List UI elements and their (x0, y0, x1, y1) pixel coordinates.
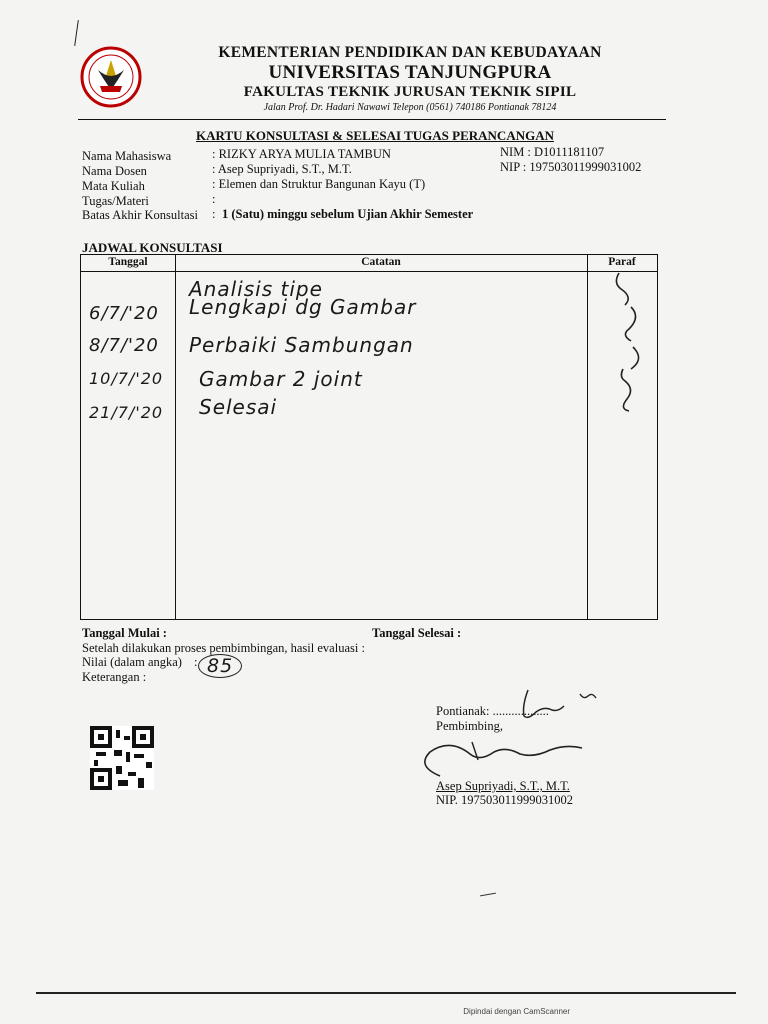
faculty-title: FAKULTAS TEKNIK JURUSAN TEKNIK SIPIL (243, 84, 577, 100)
signer-nip: NIP. 197503011999031002 (436, 793, 574, 807)
pembimbing-label: Pembimbing, (436, 719, 504, 733)
signature (410, 736, 590, 782)
date-row-5: 21/7/'20 (89, 403, 164, 422)
pontianak-date: Pontianak: .................. (436, 704, 549, 718)
batas-value: 1 (Satu) minggu sebelum Ujian Akhir Semester (222, 207, 474, 221)
header-divider (78, 119, 666, 120)
mata-kuliah-value: : Elemen dan Struktur Bangunan Kayu (T) (212, 177, 426, 191)
keterangan-label: Keterangan : (82, 670, 147, 684)
stray-mark (74, 20, 79, 46)
nama-mahasiswa-value: : RIZKY ARYA MULIA TAMBUN (212, 147, 391, 161)
university-logo (80, 46, 142, 108)
date-row-4: 10/7/'20 (89, 369, 164, 388)
col-paraf-header: Paraf (608, 256, 636, 268)
evaluasi-line: Setelah dilakukan proses pembimbingan, hasil evaluasi : (82, 641, 365, 655)
nilai-value: 85 (198, 654, 242, 678)
nip-value: NIP : 197503011999031002 (500, 160, 642, 174)
batas-label: Batas Akhir Konsultasi (82, 208, 198, 222)
col-tanggal-header: Tanggal (108, 256, 148, 268)
date-row-3: 8/7/'20 (89, 335, 159, 356)
stray-mark (480, 893, 496, 897)
nilai-label: Nilai (dalam angka) (82, 655, 182, 669)
paraf-signatures (611, 269, 651, 419)
column-divider (587, 255, 588, 619)
signer-name: Asep Supriyadi, S.T., M.T. (436, 779, 570, 793)
note-row-1: Analisis tipe (189, 277, 323, 301)
note-row-3: Perbaiki Sambungan (189, 333, 414, 357)
card-title: KARTU KONSULTASI & SELESAI TUGAS PERANCANGAN (196, 128, 554, 143)
address-line: Jalan Prof. Dr. Hadari Nawawi Telepon (0561) 740186 Pontianak 78124 (263, 102, 557, 113)
tanggal-selesai: Tanggal Selesai : (372, 626, 462, 640)
mata-kuliah-label: Mata Kuliah (82, 179, 145, 193)
qr-code (90, 726, 154, 790)
note-row-4: Gambar 2 joint (199, 367, 363, 391)
nama-dosen-value: : Asep Supriyadi, S.T., M.T. (212, 162, 352, 176)
ministry-title: KEMENTERIAN PENDIDIKAN DAN KEBUDAYAAN (218, 44, 602, 61)
university-title: UNIVERSITAS TANJUNGPURA (268, 62, 552, 83)
batas-colon: : (212, 207, 216, 221)
note-row-5: Selesai (199, 395, 278, 419)
nama-dosen-label: Nama Dosen (82, 164, 147, 178)
nim-value: NIM : D1011181107 (500, 145, 605, 159)
tugas-value: : (212, 192, 216, 206)
date-row-2: 6/7/'20 (89, 303, 159, 324)
schedule-table-header (81, 255, 657, 272)
page-edge-line (36, 992, 736, 994)
schedule-table (80, 254, 658, 620)
col-catatan-header: Catatan (361, 256, 401, 268)
nilai-colon: : (194, 655, 198, 669)
tanggal-mulai: Tanggal Mulai : (82, 626, 167, 640)
tugas-label: Tugas/Materi (82, 194, 149, 208)
column-divider (175, 255, 176, 619)
nama-mahasiswa-label: Nama Mahasiswa (82, 149, 172, 163)
schedule-title: JADWAL KONSULTASI (82, 240, 223, 255)
scanner-watermark: Dipindai dengan CamScanner (463, 1007, 570, 1016)
note-row-2: Lengkapi dg Gambar (189, 295, 417, 319)
date-scribble (508, 686, 608, 722)
